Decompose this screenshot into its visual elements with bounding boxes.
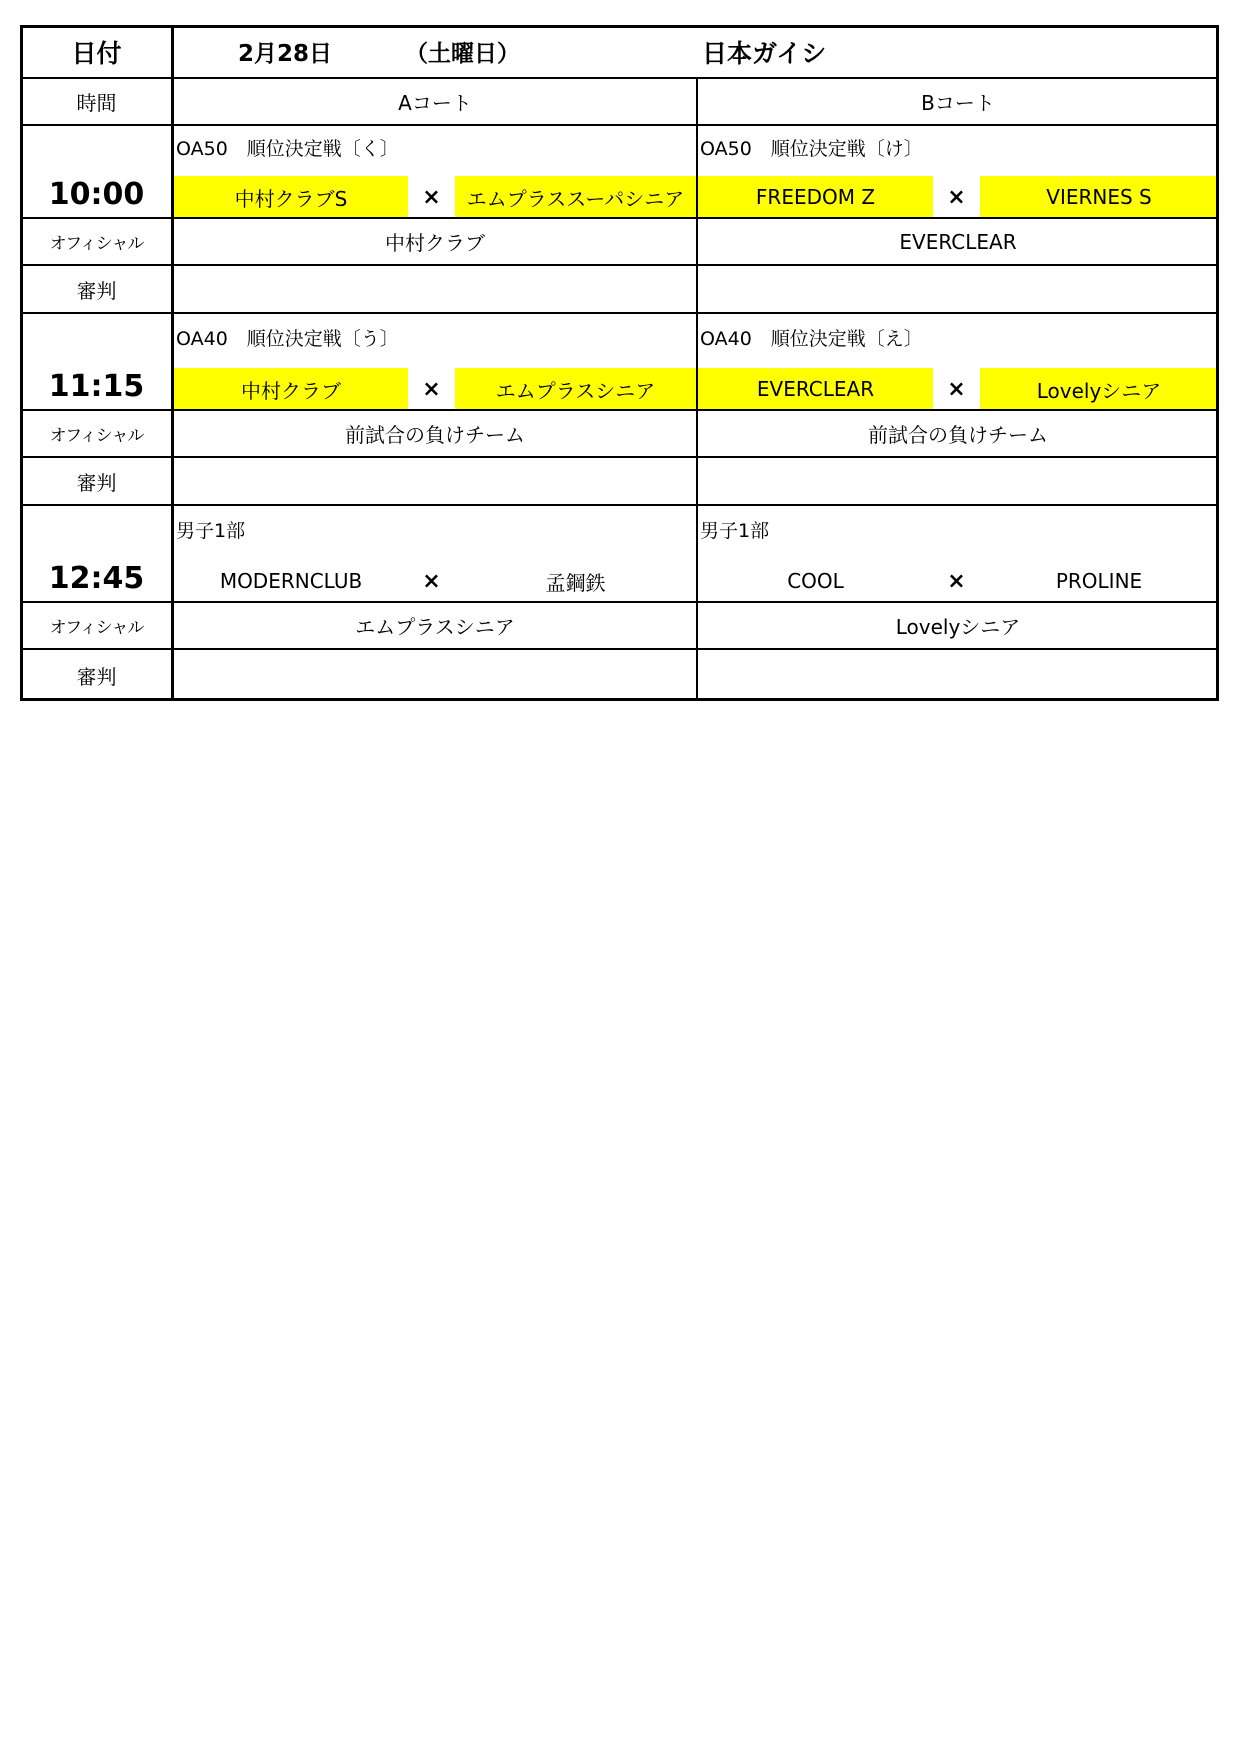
court-a-referee <box>173 649 697 701</box>
match-division: 男子1部 <box>700 520 770 542</box>
court-a-official: 前試合の負けチーム <box>345 423 525 447</box>
grid-line <box>20 25 23 701</box>
grid-line <box>20 648 1219 650</box>
grid-line <box>20 124 1219 126</box>
grid-line <box>20 456 1219 458</box>
court-a-referee <box>173 457 697 505</box>
away-team: PROLINE <box>1055 569 1143 593</box>
court-b-referee <box>697 265 1219 313</box>
grid-line <box>20 601 1219 603</box>
vs-mark: × <box>422 184 441 210</box>
vs-mark: × <box>422 568 441 594</box>
official-label: オフィシャル <box>49 234 144 254</box>
court-a-official: 中村クラブ <box>385 231 485 255</box>
venue-name: 日本ガイシ <box>702 38 827 68</box>
home-team: 中村クラブS <box>174 176 408 218</box>
home-team: EVERCLEAR <box>698 368 933 410</box>
away-team: エムプラスシニア <box>455 368 696 410</box>
date-label: 日付 <box>71 38 122 68</box>
court-a-label: Aコート <box>398 91 472 115</box>
match-division: OA40 順位決定戦〔え〕 <box>700 328 923 350</box>
away-team: Lovelyシニア <box>980 368 1218 410</box>
home-team: 中村クラブ <box>174 368 408 410</box>
court-b-referee <box>697 649 1219 701</box>
away-team: 孟鋼鉄 <box>545 570 606 595</box>
time-column-label: 時間 <box>76 91 117 115</box>
court-b-label: Bコート <box>921 91 995 115</box>
home-team: COOL <box>787 569 844 593</box>
referee-label: 審判 <box>76 470 117 495</box>
home-team: FREEDOM Z <box>698 176 933 218</box>
match-division: OA50 順位決定戦〔く〕 <box>176 138 399 160</box>
vs-mark: × <box>947 184 966 210</box>
grid-line <box>20 312 1219 314</box>
grid-line <box>20 409 1219 411</box>
grid-line <box>696 78 698 701</box>
away-team: エムプラススーパシニア <box>455 176 696 218</box>
away-team: VIERNES S <box>980 176 1218 218</box>
court-b-referee <box>697 457 1219 505</box>
vs-mark: × <box>947 568 966 594</box>
slot-time: 11:15 <box>48 368 145 404</box>
grid-line <box>20 504 1219 506</box>
grid-line <box>20 217 1219 219</box>
grid-line <box>20 25 1219 28</box>
grid-line <box>20 698 1219 701</box>
schedule-sheet <box>20 25 1219 701</box>
match-division: OA50 順位決定戦〔け〕 <box>700 138 923 160</box>
slot-time: 10:00 <box>48 176 145 212</box>
date-value: 2月28日 <box>238 41 333 67</box>
home-team: MODERNCLUB <box>219 569 363 593</box>
official-label: オフィシャル <box>49 426 144 446</box>
grid-line <box>1216 25 1219 701</box>
match-division: OA40 順位決定戦〔う〕 <box>176 328 399 350</box>
grid-line <box>20 77 1219 79</box>
vs-mark: × <box>422 376 441 402</box>
court-a-official: エムプラスシニア <box>355 615 515 639</box>
vs-mark: × <box>947 376 966 402</box>
grid-line <box>171 25 174 701</box>
court-b-official: Lovelyシニア <box>895 615 1021 639</box>
match-division: 男子1部 <box>176 520 246 542</box>
referee-label: 審判 <box>76 278 117 303</box>
referee-label: 審判 <box>76 664 117 689</box>
court-b-official: EVERCLEAR <box>899 229 1017 254</box>
slot-time: 12:45 <box>48 560 145 596</box>
court-b-official: 前試合の負けチーム <box>868 423 1048 447</box>
weekday-value: （土曜日） <box>405 41 520 67</box>
official-label: オフィシャル <box>49 618 144 638</box>
court-a-referee <box>173 265 697 313</box>
grid-line <box>20 264 1219 266</box>
